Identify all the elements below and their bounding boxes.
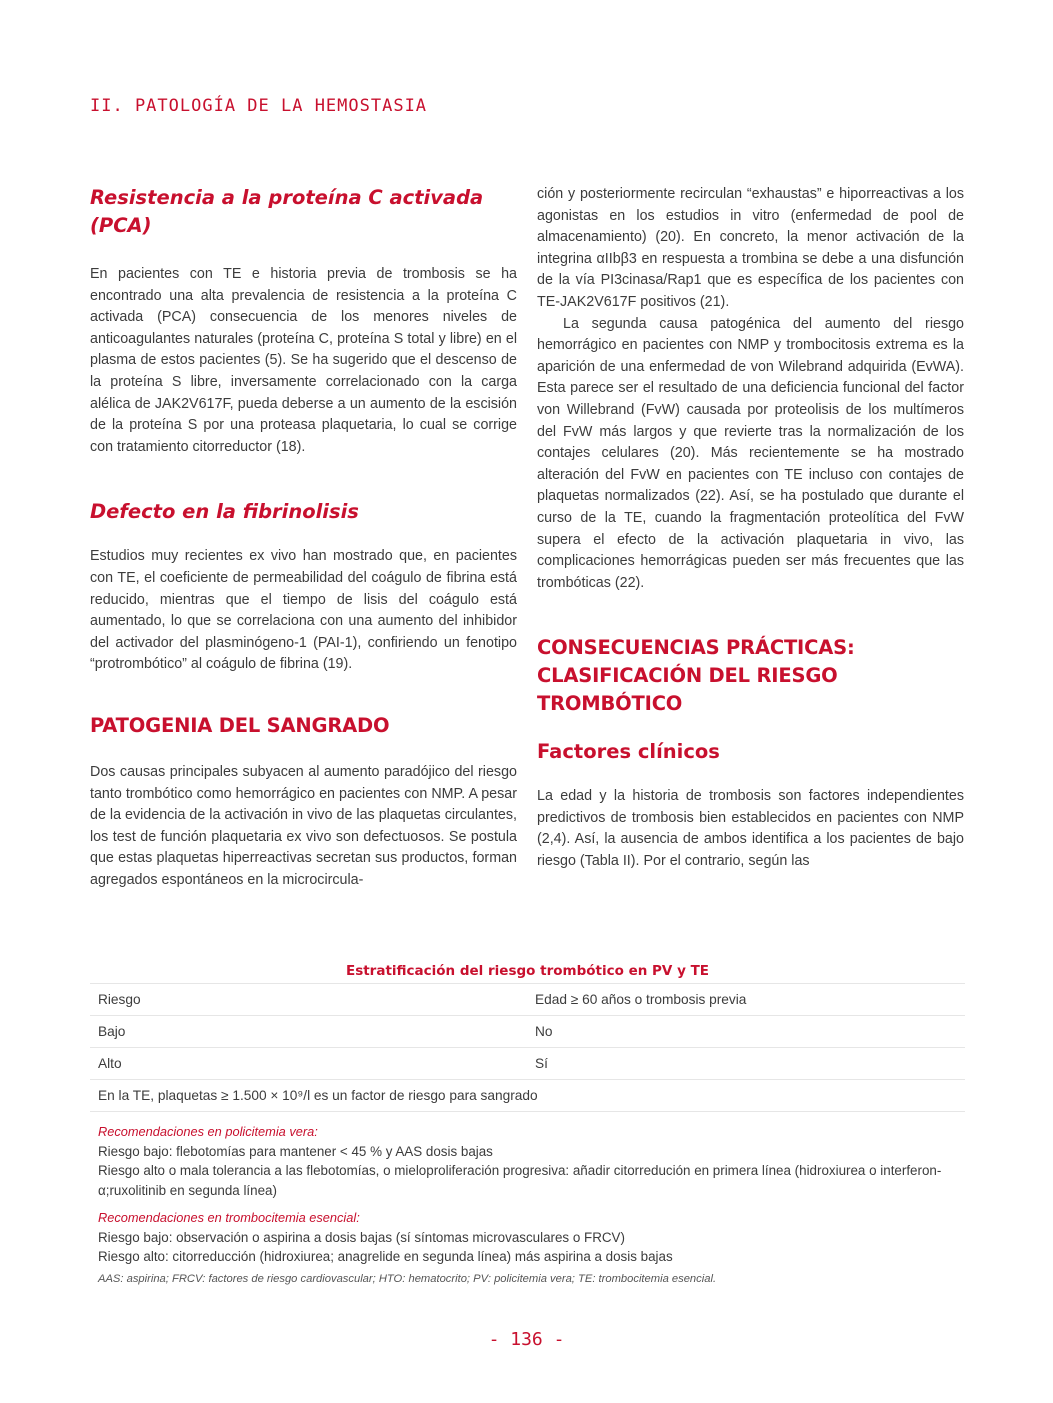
- heading-factores-clinicos: Factores clínicos: [537, 740, 720, 764]
- recommendations-te: [90, 1208, 965, 1267]
- table-cell: No: [535, 1024, 553, 1039]
- paragraph-factores-clinicos: La edad y la historia de trombosis son factores independientes predictivos de trombosis bien establecidos en pacientes con NMP (2,4). Así, la ausencia de ambos identifica a los pacientes de bajo riesgo (Tabla II). Por el contrario, según las: [537, 788, 964, 870]
- risk-table: [90, 963, 965, 1285]
- heading-consecuencias: [537, 634, 964, 718]
- paragraph-continuation: ción y posteriormente recirculan “exhaustas” e hiporreactivas a los agonistas en los estudios in vitro (enfermedad de pool de almacenamiento) (20). En concreto, la menor activación de la integrina αIIbβ3 en respuesta a trombina se debe a una disfunción de la vía PI3cinasa/Rap1 que es específica de los pacientes con TE-JAK2V617F positivos (21).: [537, 186, 964, 310]
- paragraph-pca: En pacientes con TE e historia previa de trombosis se ha encontrado una alta prevalencia de resistencia a la proteína C activada (PCA) consecuencia de los menores niveles de anticoagulantes naturales (proteína C, proteína S total y libre) en el plasma de estos pacientes (5). Se ha sugerido que el descenso de la proteína S libre, inversamente correlacionado con la carga alélica de JAK2V617F, pueda deberse a un aumento de la escisión de la proteína S por una proteasa plaquetaria, lo cual se corrige con tratamiento citorreductor (18).: [90, 266, 517, 455]
- recommendations-te-title: Recomendaciones en trombocitemia esencial:: [98, 1210, 360, 1225]
- heading-patogenia-sangrado: PATOGENIA DEL SANGRADO: [90, 713, 390, 737]
- recommendation-item: Riesgo alto: citorreducción (hidroxiurea; anagrelide en segunda línea) más aspirina a dosis bajas: [98, 1249, 673, 1264]
- table-cell: Sí: [535, 1056, 548, 1071]
- recommendation-item: Riesgo alto o mala tolerancia a las flebotomías, o mieloproliferación progresiva: añadir citorredución en primera línea (hidroxiurea o interferon-α;ruxolitinib en segunda línea): [98, 1163, 942, 1198]
- table-header-row: [90, 983, 965, 1015]
- table-row: [90, 1047, 965, 1079]
- heading-consecuencias-line2: CLASIFICACIÓN DEL RIESGO TROMBÓTICO: [537, 664, 838, 716]
- heading-pca: Resistencia a la proteína C activada (PCA): [90, 186, 484, 237]
- left-column: [90, 184, 517, 891]
- right-column: [537, 184, 964, 873]
- running-head: II. PATOLOGÍA DE LA HEMOSTASIA: [90, 96, 428, 116]
- table-note: En la TE, plaquetas ≥ 1.500 × 10⁹/l es un factor de riesgo para sangrado: [90, 1079, 965, 1112]
- table-header-cell: Riesgo: [98, 992, 141, 1007]
- table-cell: Bajo: [98, 1024, 126, 1039]
- table-cell: Alto: [98, 1056, 122, 1071]
- heading-consecuencias-line1: CONSECUENCIAS PRÁCTICAS:: [537, 636, 855, 660]
- recommendation-item: Riesgo bajo: flebotomías para mantener < 45 % y AAS dosis bajas: [98, 1143, 493, 1159]
- page-number: - 136 -: [488, 1329, 565, 1350]
- heading-fibrinolisis: Defecto en la fibrinolisis: [90, 500, 359, 524]
- paragraph-patogenia-sangrado: Dos causas principales subyacen al aumento paradójico del riesgo tanto trombótico como hemorrágico en pacientes con NMP. A pesar de la evidencia de la activación in vivo de las plaquetas circulantes, los test de función plaquetaria ex vivo son defectuosos. Se postula que estas plaquetas hiperreactivas secretan sus productos, forman agregados espontáneos en la microcircula-: [90, 763, 517, 888]
- paragraph-fibrinolisis: Estudios muy recientes ex vivo han mostrado que, en pacientes con TE, el coeficiente de permeabilidad del coágulo de fibrina está reducido, mientras que el tiempo de lisis del coágulo está aumentado, lo que se correlaciona con una aumento del inhibidor del activador del plasminógeno-1 (PAI-1), confiriendo un fenotipo “protrombótico” al coágulo de fibrina (19).: [90, 548, 517, 673]
- recommendations-pv: [90, 1122, 965, 1200]
- table-header-cell: Edad ≥ 60 años o trombosis previa: [535, 992, 747, 1007]
- recommendations-pv-title: Recomendaciones en policitemia vera:: [98, 1124, 318, 1139]
- table-title: Estratificación del riesgo trombótico en PV y TE: [345, 963, 710, 979]
- table-footnote: AAS: aspirina; FRCV: factores de riesgo cardiovascular; HTO: hematocrito; PV: policitemia vera; TE: trombocitemia esencial.: [98, 1272, 717, 1285]
- paragraph-segunda-causa: La segunda causa patogénica del aumento del riesgo hemorrágico en pacientes con NMP y trombocitosis extrema es la aparición de una enfermedad de von Wilebrand adquirida (EvWA). Esta parece ser el resultado de una deficiencia funcional del factor von Willebrand (FvW) causada por proteolisis de los multímeros del FvW más largos y que revierte tras la normalización de los contajes celulares (20). Más recientemente se ha mostrado alteración del FvW en pacientes con TE incluso con contajes de plaquetas normalizados (22). Así, se ha postulado que durante el curso de la TE, cuando la fragmentación proteolítica del FvW supera el efecto de la activación plaquetaria in vivo, las complicaciones hemorrágicas pueden ser más frecuentes que las trombóticas (22).: [537, 315, 964, 591]
- table-row: [90, 1015, 965, 1047]
- recommendation-item: Riesgo bajo: observación o aspirina a dosis bajas (sí síntomas microvasculares o FRCV): [98, 1229, 625, 1245]
